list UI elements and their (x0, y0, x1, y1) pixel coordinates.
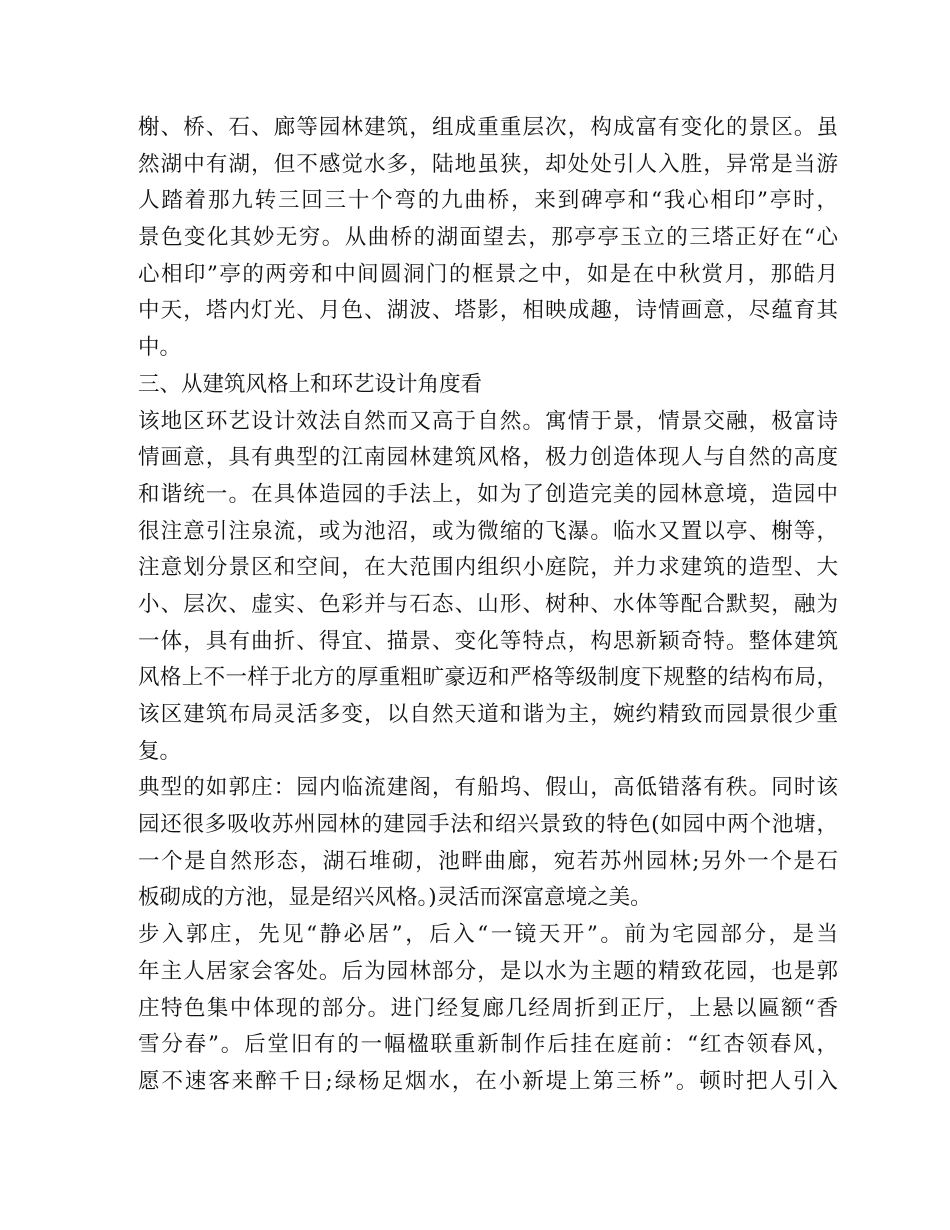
text-line: 该地区环艺设计效法自然而又高于自然。寓情于景，情景交融，极富诗 (138, 408, 838, 434)
text-line: 榭、桥、石、廊等园林建筑，组成重重层次，构成富有变化的景区。虽 (138, 115, 838, 140)
text-line: 庄特色集中体现的部分。进门经复廊几经周折到正厅，上悬以匾额“香 (138, 995, 838, 1021)
text-line: 年主人居家会客处。后为园林部分，是以水为主题的精致花园，也是郭 (138, 958, 838, 984)
text-line: 该区建筑布局灵活多变，以自然天道和谐为主，婉约精致而园景很少重 (138, 702, 838, 727)
text-line: 人踏着那九转三回三十个弯的九曲桥，来到碑亭和“我心相印”亭时， (138, 188, 838, 214)
text-line: 复。 (138, 738, 182, 764)
text-line: 愿不速客来醉千日;绿杨足烟水，在小新堤上第三桥”。顿时把人引入 (138, 1068, 838, 1094)
text-line: 步入郭庄，先见“静必居”，后入“一镜天开”。前为宅园部分，是当 (138, 922, 838, 948)
text-line: 一体，具有曲折、得宜、描景、变化等特点，构思新颖奇特。整体建筑 (138, 628, 838, 654)
text-line: 典型的如郭庄：园内临流建阁，有船坞、假山，高低错落有秩。同时该 (138, 775, 838, 801)
text-line: 注意划分景区和空间，在大范围内组织小庭院，并力求建筑的造型、大 (138, 555, 838, 581)
text-line: 雪分春”。后堂旧有的一幅楹联重新制作后挂在庭前：“红杏领春风， (138, 1032, 838, 1058)
text-line: 板砌成的方池，显是绍兴风格。)灵活而深富意境之美。 (138, 885, 652, 911)
text-line: 很注意引注泉流，或为池沼，或为微缩的飞瀑。临水又置以亭、榭等， (138, 518, 838, 544)
section-heading: 三、从建筑风格上和环艺设计角度看 (138, 371, 483, 397)
text-line: 心相印”亭的两旁和中间圆洞门的框景之中，如是在中秋赏月，那皓月 (138, 261, 838, 287)
text-line: 园还很多吸收苏州园林的建园手法和绍兴景致的特色(如园中两个池塘， (138, 812, 838, 838)
text-line: 景色变化其妙无穷。从曲桥的湖面望去，那亭亭玉立的三塔正好在“心 (138, 225, 838, 251)
text-line: 小、层次、虚实、色彩并与石态、山形、树种、水体等配合默契，融为 (138, 591, 838, 617)
text-line: 风格上不一样于北方的厚重粗旷豪迈和严格等级制度下规整的结构布局， (138, 665, 838, 691)
text-line: 和谐统一。在具体造园的手法上，如为了创造完美的园林意境，造园中 (138, 481, 838, 507)
document-body (138, 110, 838, 1101)
text-line: 然湖中有湖，但不感觉水多，陆地虽狭，却处处引人入胜，异常是当游 (138, 151, 838, 177)
text-line: 中天，塔内灯光、月色、湖波、塔影，相映成趣，诗情画意，尽蕴育其 (138, 298, 838, 324)
text-line: 情画意，具有典型的江南园林建筑风格，极力创造体现人与自然的高度 (138, 445, 838, 471)
text-line: 中。 (138, 335, 182, 361)
text-line: 一个是自然形态，湖石堆砌，池畔曲廊，宛若苏州园林;另外一个是石 (138, 848, 838, 874)
